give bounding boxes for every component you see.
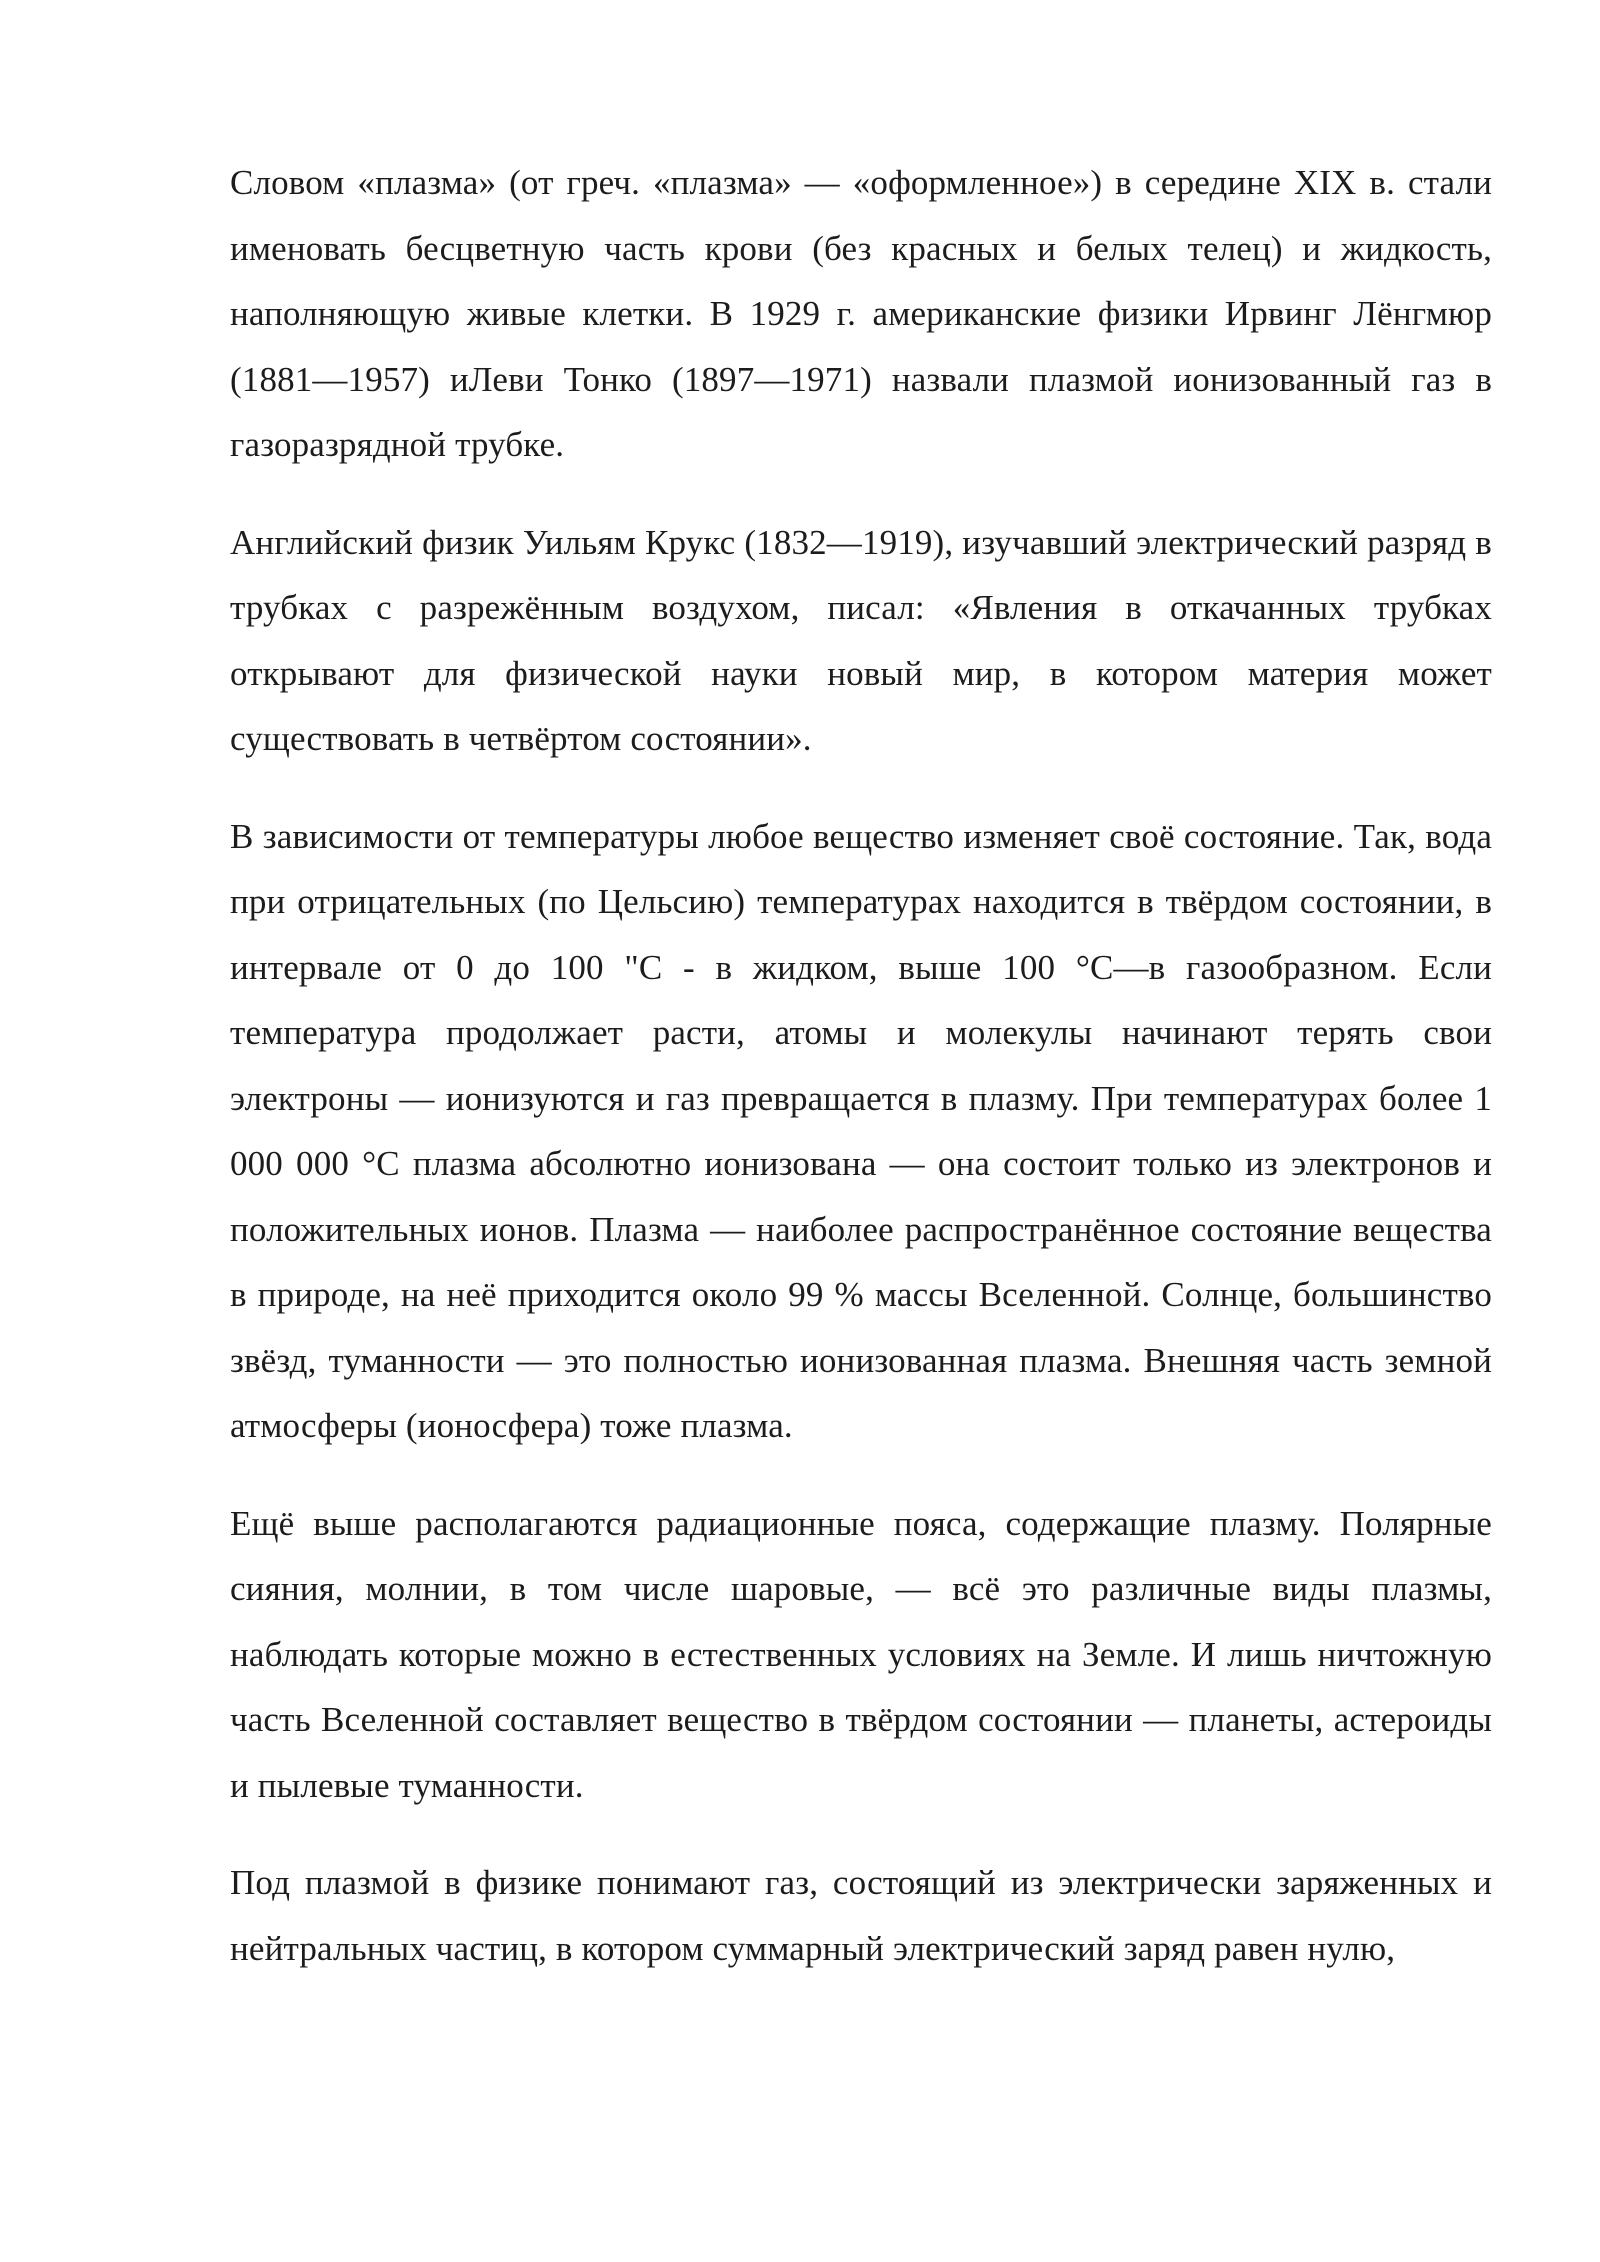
paragraph-plasma-definition: Под плазмой в физике понимают газ, состоящий из электрически заряженных и нейтральных частиц, в котором суммарный электрический заряд равен нулю, — [230, 1863, 1492, 1968]
paragraph-plasma-origin: Словом «плазма» (от греч. «плазма» — «оформленное») в середине XIX в. стали именовать бесцветную часть крови (без красных и белых телец) и жидкость, наполняющую живые клетки. В 1929 г. американские физики Ирвинг Лёнгмюр (1881—1957) иЛеви Тонко (1897—1971) назвали плазмой ионизованный газ в газоразрядной трубке. — [230, 163, 1492, 464]
text-column — [230, 150, 1492, 2013]
paragraph-natural-plasma: Ещё выше располагаются радиационные пояса, содержащие плазму. Полярные сияния, молнии, в том числе шаровые, — всё это различные виды плазмы, наблюдать которые можно в естественных условиях на Земле. И лишь ничтожную часть Вселенной составляет вещество в твёрдом состоянии — планеты, астероиды и пылевые туманности. — [230, 1503, 1492, 1805]
paragraph-states-of-matter: В зависимости от температуры любое вещество изменяет своё состояние. Так, вода при отрицательных (по Цельсию) температурах находится в твёрдом состоянии, в интервале от 0 до 100 "С - в жидком, выше 100 °С—в газообразном. Если температура продолжает расти, атомы и молекулы начинают терять свои электроны — ионизуются и газ превращается в плазму. При температурах более 1 000 000 °С плазма абсолютно ионизована — она состоит только из электронов и положительных ионов. Плазма — наиболее распространённое состояние вещества в природе, на неё приходится около 99 % массы Вселенной. Солнце, большинство звёзд, туманности — это полностью ионизованная плазма. Внешняя часть земной атмосферы (ионосфера) тоже плазма. — [230, 816, 1492, 1445]
paragraph-crookes-quote: Английский физик Уильям Крукс (1832—1919), изучавший электрический разряд в трубках с разрежённым воздухом, писал: «Явления в откачанных трубках открывают для физической науки новый мир, в котором материя может существовать в четвёртом состоянии». — [230, 522, 1492, 758]
